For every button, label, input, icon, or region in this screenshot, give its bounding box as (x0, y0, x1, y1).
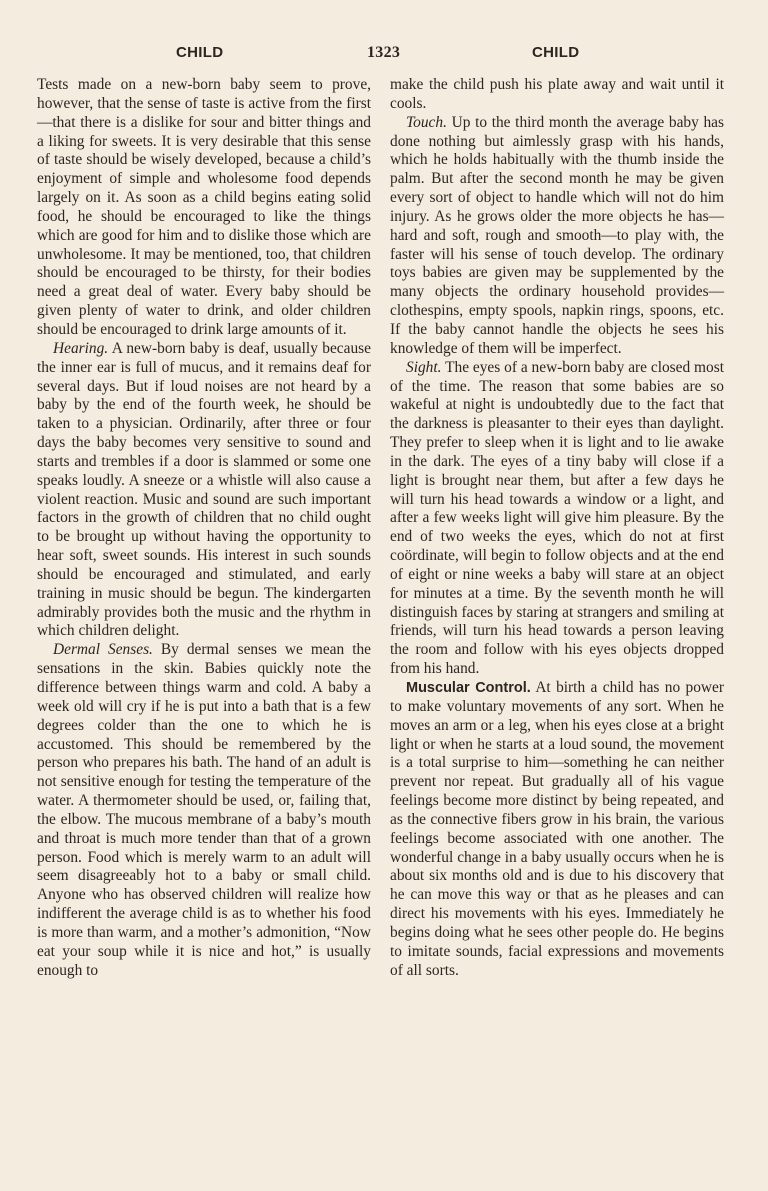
sight-text: The eyes of a new-born baby are closed most of the time. The reason that some babies are so wakeful at night is undoubtedly due to the fact that the darkness is pleasanter to their eyes than daylight. They prefer to sleep when it is light and to lie awake in the dark. The eyes of a tiny baby will close if a light is brought near them, but after a few days he will turn his head towards a window or a light, and after a few weeks light will give him pleasure. By the end of two weeks the eyes, which do not at first coördinate, will begin to follow objects and at the end of eight or nine weeks a baby will stare at an object for minutes at a time. By the seventh month he will distinguish faces by staring at strangers and smiling at friends, will turn his head towards a person leaving the room and follow with his eyes objects dropped from his hand. (390, 358, 724, 678)
dermal-paragraph (37, 641, 371, 980)
dermal-continuation-paragraph: make the child push his plate away and wait until it cools. (390, 76, 724, 112)
muscular-text: At birth a child has no power to make voluntary movements of any sort. When he moves an arm or a leg, when his eyes close at a bright light or when he starts at a loud sound, the movement is a total surprise to him—something he can neither prevent nor repeat. But gradually all of his vague feelings become more distinct by being repeated, and as the connective fibers grow in his brain, the various feelings become associated with one another. The wonderful change in a baby usually occurs when he is about six months old and is due to his discovery that he can move this way or that as he pleases and can direct his movements with his eyes. Immediately he begins doing what he sees other people do. He begins to imitate sounds, facial expressions and movements of all sorts. (390, 679, 725, 979)
page-number: 1323 (367, 44, 401, 61)
hearing-heading: Hearing. (53, 339, 109, 357)
sight-paragraph (390, 359, 724, 679)
muscular-paragraph (390, 679, 724, 981)
left-column (37, 76, 371, 981)
running-header (36, 44, 736, 68)
dermal-heading: Dermal Senses. (53, 641, 153, 659)
touch-heading: Touch. (406, 113, 447, 131)
hearing-text: A new-born baby is deaf, usually because the inner ear is full of mucus, and it remains deaf for several days. But if loud noises are not heard by a baby by the end of the fourth week, he should be taken to a physician. Ordinarily, after three or four days the baby becomes very sensitive to sound and starts and trembles if a door is slammed or some one speaks loudly. A sneeze or a whistle will also cause a violent reaction. Music and sound are such important factors in the growth of children that no child ought to be brought up without having the opportunity to hear soft, sweet sounds. His interest in such sounds should be encouraged and stimulated, and early training in music should be begun. The kindergarten admirably provides both the music and the rhythm in which children delight. (37, 339, 371, 640)
header-left-title: CHILD (176, 44, 224, 61)
right-column (390, 76, 724, 981)
sight-heading: Sight. (406, 358, 442, 376)
muscular-heading: Muscular Control. (406, 680, 531, 696)
header-right-title: CHILD (532, 44, 580, 61)
hearing-paragraph (37, 340, 371, 642)
touch-paragraph (390, 114, 724, 359)
dermal-text: By dermal senses we mean the sensations in the skin. Babies quickly note the difference between things warm and cold. A baby a week old will cry if he is put into a bath that is a few degrees colder than the one to which he is accustomed. This should be remembered by the person who prepares his bath. The hand of an adult is not sensitive enough for testing the temperature of the water. A thermometer should be used, or, failing that, the elbow. The mucous membrane of a baby’s mouth and throat is much more tender than that of a grown person. Food which is merely warm to an adult will seem disagreeably hot to a baby or small child. Anyone who has observed children will realize how indifferent the average child is as to whether his food is more than warm, and a mother’s admonition, “Now eat your soup while it is nice and hot,” is usually enough to (37, 641, 371, 979)
touch-text: Up to the third month the average baby has done nothing but aimlessly grasp with his hands, which he holds habitually with the thumb inside the palm. But after the second month he may be given every sort of object to handle which will not do him injury. As he grows older the more objects he has—hard and soft, rough and smooth—to play with, the faster will his sense of touch develop. The ordinary toys babies are given may be supplemented by the many objects the ordinary household provides—clothespins, empty spools, napkin rings, spoons, etc. If the baby cannot handle the objects he sees his knowledge of them will be imperfect. (390, 113, 724, 357)
taste-paragraph: Tests made on a new-born baby seem to prove, however, that the sense of taste is active from the first—that there is a dislike for sour and bitter things and a liking for sweets. It is very desirable that this sense of taste should be wisely developed, because a child’s enjoyment of simple and wholesome food depends largely on it. As soon as a child begins eating solid food, he should be encouraged to like the things which are good for him and to dislike those which are unwholesome. It may be mentioned, too, that children should be encouraged to be thirsty, for their bodies need a great deal of water. Every baby should be given plenty of water to drink, and older children should be encouraged to drink large amounts of it. (37, 76, 371, 338)
